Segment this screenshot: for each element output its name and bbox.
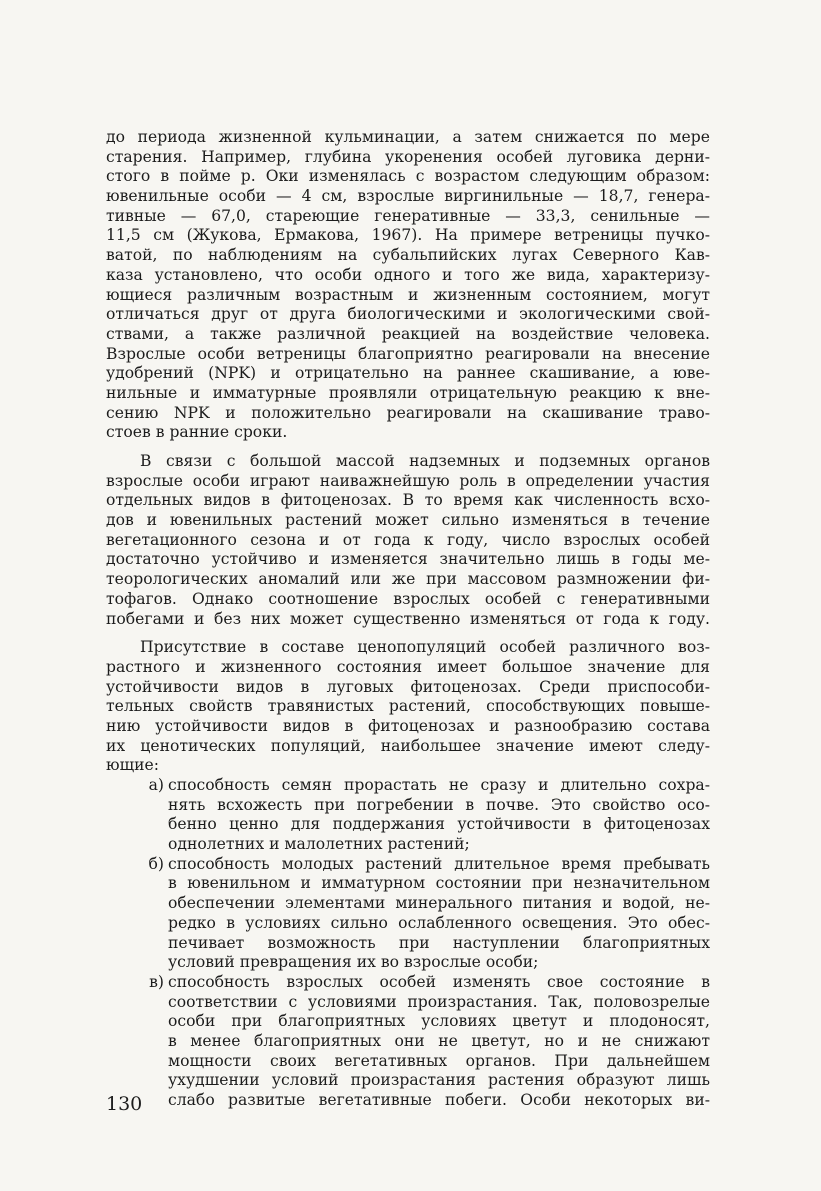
text-line: в ювенильном и имматурном состоянии при незначительном <box>168 874 710 893</box>
text-line: особи при благоприятных условиях цветут и плодоносят, <box>168 1012 710 1031</box>
page-number: 130 <box>106 1093 143 1115</box>
text-line: однолетних и малолетних растений; <box>168 835 470 854</box>
text-line: вегетационного сезона и от года к году, число взрослых особей <box>106 530 710 549</box>
text-line: побегами и без них может существенно изменяться от года к году. <box>106 609 710 628</box>
text-line: растного и жизненного состояния имеет большое значение для <box>106 657 710 676</box>
list-item <box>106 855 710 973</box>
text-line: обеспечении элементами минерального питания и водой, не- <box>168 894 710 913</box>
text-line: способность взрослых особей изменять свое состояние в <box>168 972 710 991</box>
text-line: тивные — 67,0, стареющие генеративные — 33,3, сенильные — <box>106 206 710 225</box>
list-marker: б) <box>148 854 164 873</box>
enumerated-list <box>106 776 710 1111</box>
text-line: ющиеся различным возрастным и жизненным состоянием, могут <box>106 285 710 304</box>
text-line: стоев в ранние сроки. <box>106 423 288 442</box>
text-line: ствами, а также различной реакцией на воздействие человека. <box>106 324 710 343</box>
text-line: соответствии с условиями произрастания. Так, половозрелые <box>168 992 710 1011</box>
text-line: теорологических аномалий или же при массовом размножении фи- <box>106 570 710 589</box>
text-line: редко в условиях сильно ослабленного освещения. Это обес- <box>168 913 710 932</box>
text-line: условий превращения их во взрослые особи; <box>168 953 539 972</box>
text-line: печивает возможность при наступлении благоприятных <box>168 933 710 952</box>
text-line: их ценотических популяций, наибольшее значение имеют следу- <box>106 736 710 755</box>
list-item <box>106 776 710 855</box>
text-line: нию устойчивости видов в фитоценозах и разнообразию состава <box>106 716 710 735</box>
text-line: каза установлено, что особи одного и того же вида, характеризу- <box>106 265 710 284</box>
text-line: в менее благоприятных они не цветут, но и не снижают <box>168 1031 710 1050</box>
text-line: способность семян прорастать не сразу и длительно сохра- <box>168 776 710 794</box>
text-line: тофагов. Однако соотношение взрослых особей с генеративными <box>106 589 710 608</box>
text-line: стого в пойме р. Оки изменялась с возрастом следующим образом: <box>106 167 710 186</box>
paragraph-1 <box>106 128 710 443</box>
text-line: слабо развитые вегетативные побеги. Особи некоторых ви- <box>168 1091 710 1109</box>
text-line: ватой, по наблюдениям на субальпийских лугах Северного Кав- <box>106 246 710 265</box>
text-line: ухудшении условий произрастания растения образуют лишь <box>168 1071 710 1090</box>
text-line: взрослые особи играют наиважнейшую роль в определении участия <box>106 471 710 490</box>
text-line: удобрений (NPK) и отрицательно на раннее скашивание, а юве- <box>106 364 710 383</box>
text-line: достаточно устойчиво и изменяется значительно лишь в годы ме- <box>106 550 710 569</box>
page-text <box>106 128 710 1111</box>
paragraph-2 <box>106 452 710 629</box>
text-line: бенно ценно для поддержания устойчивости в фитоценозах <box>168 815 710 834</box>
text-line: Присутствие в составе ценопопуляций особей различного воз- <box>140 638 710 657</box>
paragraph-3 <box>106 638 710 776</box>
text-line: сению NPK и положительно реагировали на скашивание траво- <box>106 403 710 422</box>
text-line: до периода жизненной кульминации, а затем снижается по мере <box>106 128 710 146</box>
text-line: отличаться друг от друга биологическими и экологическими свой- <box>106 305 710 324</box>
text-line: ющие: <box>106 756 159 775</box>
text-line: Взрослые особи ветреницы благоприятно реагировали на внесение <box>106 344 710 363</box>
text-line: старения. Например, глубина укоренения особей луговика дерни- <box>106 147 710 166</box>
text-line: нильные и имматурные проявляли отрицательную реакцию к вне- <box>106 383 710 402</box>
text-line: способность молодых растений длительное время пребывать <box>168 854 710 873</box>
text-line: 11,5 см (Жукова, Ермакова, 1967). На примере ветреницы пучко- <box>106 226 710 245</box>
list-item <box>106 973 710 1111</box>
text-line: мощности своих вегетативных органов. При дальнейшем <box>168 1051 710 1070</box>
text-line: ювенильные особи — 4 см, взрослые виргинильные — 18,7, генера- <box>106 187 710 206</box>
text-line: отдельных видов в фитоценозах. В то время как численность всхо- <box>106 491 710 510</box>
list-marker: а) <box>148 776 164 794</box>
text-line: устойчивости видов в луговых фитоценозах. Среди приспособи- <box>106 677 710 696</box>
text-line: дов и ювенильных растений может сильно изменяться в течение <box>106 511 710 530</box>
text-line: В связи с большой массой надземных и подземных органов <box>140 452 710 470</box>
text-line: тельных свойств травянистых растений, способствующих повыше- <box>106 697 710 716</box>
list-marker: в) <box>149 972 164 991</box>
text-line: нять всхожесть при погребении в почве. Это свойство осо- <box>168 795 710 814</box>
